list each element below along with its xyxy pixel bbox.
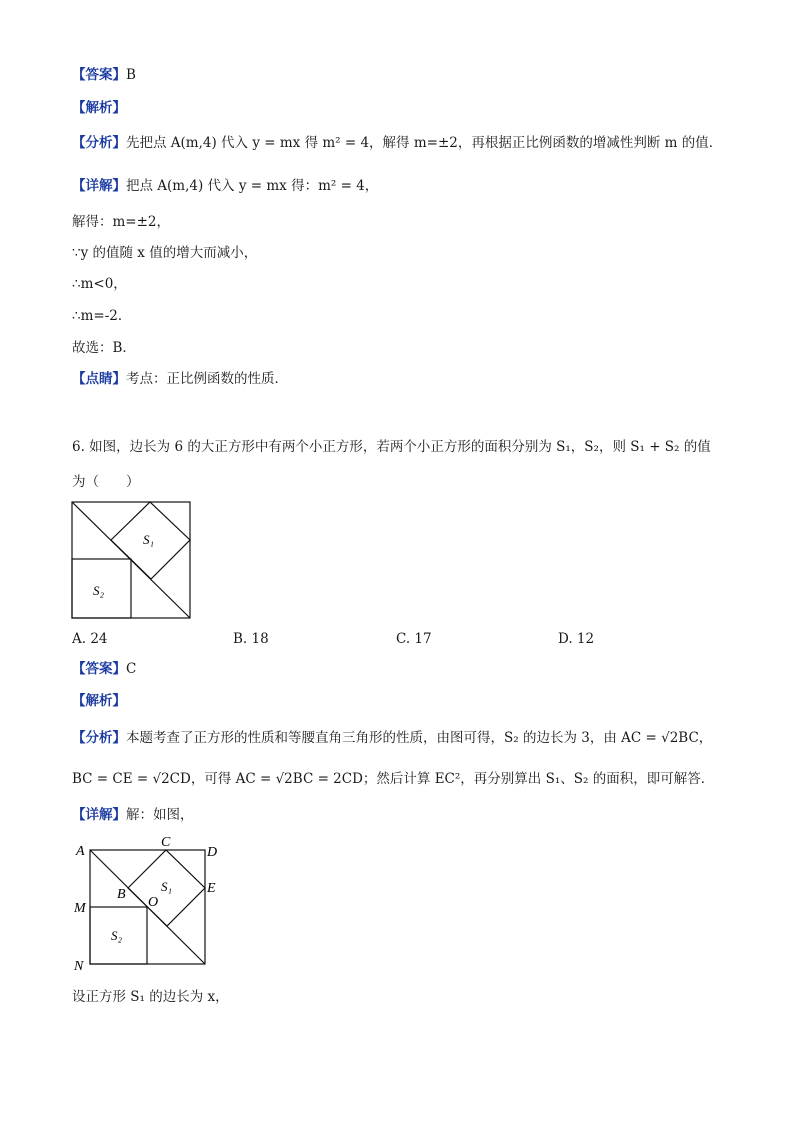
analysis-tag: 【解析】 (72, 100, 126, 116)
fig2-label-s1: S₁ (161, 879, 173, 894)
option-b: B. 18 (233, 631, 269, 647)
answer-value: C (126, 661, 137, 677)
xiangjie-line-1 (72, 177, 378, 195)
label-a: A (76, 844, 85, 859)
answer-line-2 (72, 660, 136, 678)
analysis-tag: 【解析】 (72, 693, 126, 709)
figure-squares-question (70, 500, 194, 620)
answer-tag: 【答案】 (72, 67, 126, 83)
last-line: 设正方形 S₁ 的边长为 x， (72, 989, 229, 1005)
step-line: ∴m<0， (72, 276, 127, 292)
analysis-heading-2 (72, 692, 126, 710)
label-d: D (207, 845, 218, 860)
analysis-heading-1 (72, 99, 126, 117)
fenxi-tag: 【分析】 (72, 730, 126, 746)
dianjing-line (72, 370, 288, 388)
fenxi-line-2b: BC = CE = √2CD，可得 AC = √2BC = 2CD；然后计算 EC²，再分别算出 S₁、S₂ 的面积，即可解答． (72, 771, 715, 787)
xiangjie-text: 把点 A(m,4) 代入 y = mx 得：m² = 4， (126, 178, 379, 194)
label-e: E (207, 881, 216, 896)
figure-labeled-squares (70, 830, 230, 975)
label-o: O (148, 895, 159, 910)
dianjing-tag: 【点睛】 (72, 371, 126, 387)
fig2-label-s2: S₂ (111, 928, 123, 943)
xiangjie-text: 解：如图， (126, 807, 194, 823)
question-stem-line1: 6. 如图，边长为 6 的大正方形中有两个小正方形，若两个小正方形的面积分别为 S₁，S₂，则 S₁ + S₂ 的值 (72, 439, 711, 455)
question-stem-line2: 为（ ） (72, 474, 140, 490)
answer-value: B (126, 67, 136, 83)
fig1-label-s2: S₂ (93, 583, 105, 598)
label-m: M (74, 901, 86, 916)
step-line: ∴m=-2． (72, 308, 132, 324)
label-c: C (161, 835, 171, 850)
fenxi-text: 先把点 A(m,4) 代入 y = mx 得 m² = 4，解得 m=±2，再根据正比例函数的增减性判断 m 的值． (126, 135, 723, 151)
xiangjie-line-2 (72, 806, 194, 824)
step-line: 故选：B． (72, 340, 136, 356)
fenxi-line-2a (72, 729, 712, 747)
answer-tag: 【答案】 (72, 661, 126, 677)
option-a: A. 24 (72, 631, 108, 647)
answer-line-1 (72, 66, 136, 84)
xiangjie-tag: 【详解】 (72, 178, 126, 194)
step-line: ∵y 的值随 x 值的增大而减小， (72, 245, 258, 261)
fig1-label-s1: S₁ (143, 532, 155, 547)
option-c: C. 17 (396, 631, 432, 647)
option-d: D. 12 (558, 631, 595, 647)
label-b: B (117, 887, 126, 902)
fenxi-text: 本题考查了正方形的性质和等腰直角三角形的性质，由图可得，S₂ 的边长为 3，由 AC = √2BC， (126, 730, 713, 746)
fenxi-line-1 (72, 134, 722, 152)
dianjing-text: 考点：正比例函数的性质． (126, 371, 288, 387)
fenxi-tag: 【分析】 (72, 135, 126, 151)
step-line: 解得：m=±2， (72, 214, 171, 230)
label-n: N (74, 959, 84, 974)
xiangjie-tag: 【详解】 (72, 807, 126, 823)
